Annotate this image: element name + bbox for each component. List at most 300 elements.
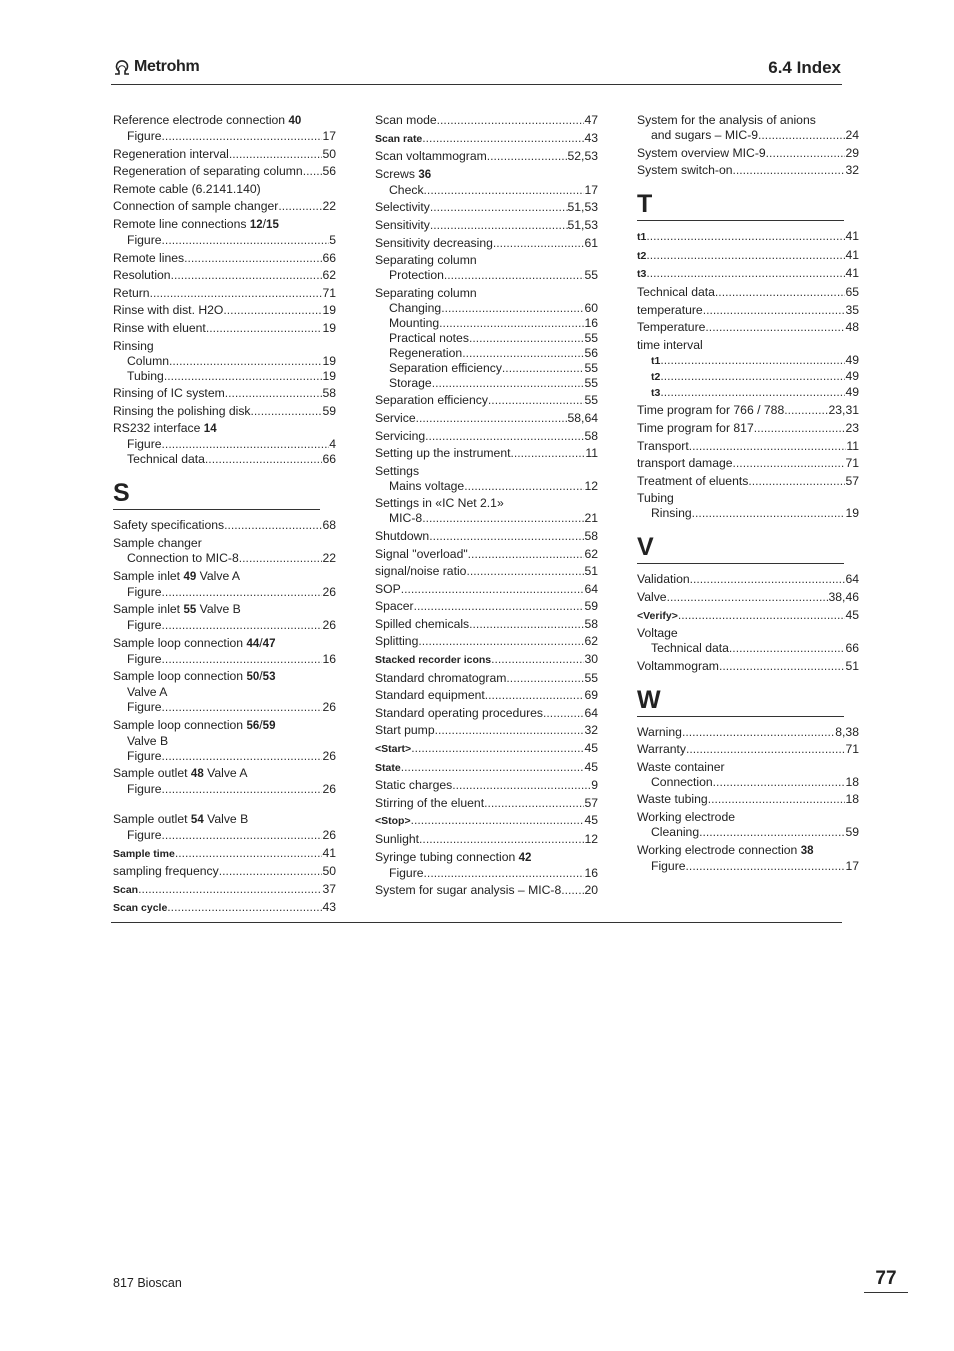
index-term <box>389 361 502 376</box>
page-ref: 26 <box>322 618 336 633</box>
index-term-line <box>113 602 336 618</box>
page-ref: 5 <box>329 232 336 247</box>
index-term-line <box>637 792 859 807</box>
index-term <box>113 268 171 283</box>
index-term-line <box>375 796 598 811</box>
dot-leader <box>251 404 323 419</box>
page-ref: 43 <box>584 130 598 145</box>
page-ref: 26 <box>322 700 336 715</box>
term-text: Regeneration interval <box>113 146 229 161</box>
term-text: Separating column <box>375 285 477 300</box>
term-text: Sample time <box>113 847 175 860</box>
term-text: signal/noise ratio <box>375 564 467 579</box>
index-subentry <box>375 183 598 198</box>
index-term <box>113 846 175 862</box>
term-text: Shutdown <box>375 528 430 543</box>
dot-leader <box>646 266 845 281</box>
index-term <box>127 233 162 248</box>
page-ref: 71 <box>845 742 859 757</box>
page-ref: 59 <box>845 825 859 840</box>
term-text: Reference electrode connection <box>113 113 289 127</box>
index-term <box>375 832 419 847</box>
figure-ref-number: 42 <box>518 851 532 864</box>
index-entry <box>637 303 859 318</box>
page-ref: 51 <box>845 658 859 673</box>
page-ref: 58 <box>322 386 336 401</box>
dot-leader <box>511 446 586 461</box>
index-subentry <box>113 129 336 144</box>
term-text: Check <box>389 182 424 197</box>
index-entry <box>637 590 859 605</box>
page-ref: 68 <box>322 518 336 533</box>
page-ref: 32 <box>584 723 598 738</box>
index-term-line <box>375 286 598 301</box>
dot-leader <box>162 652 323 667</box>
index-term <box>637 659 719 674</box>
index-term-line <box>375 850 598 866</box>
dot-leader <box>411 741 584 756</box>
term-text: Syringe tubing connection <box>375 849 519 864</box>
term-text: Validation <box>637 572 690 587</box>
index-entry <box>113 636 336 667</box>
index-term-line <box>375 167 598 183</box>
term-text: sampling frequency <box>113 864 219 879</box>
index-term <box>389 316 439 331</box>
term-text: Time program for 817 <box>637 420 754 435</box>
index-term-line <box>375 496 598 511</box>
term-text: Sample loop connection <box>113 717 247 732</box>
term-text: Resolution <box>113 268 171 283</box>
index-term <box>113 386 225 401</box>
dot-leader <box>703 303 846 318</box>
dot-leader <box>430 218 568 233</box>
index-term <box>375 131 422 147</box>
index-term-line <box>375 149 598 164</box>
index-term <box>637 163 733 178</box>
page-ref: 11 <box>846 438 859 453</box>
term-text: Changing <box>389 300 442 315</box>
index-entry <box>375 131 598 147</box>
page-ref: 50 <box>322 146 336 161</box>
page-ref: 58 <box>584 428 598 443</box>
dot-leader <box>468 547 585 562</box>
index-term-line <box>637 725 859 740</box>
index-term-line <box>375 778 598 793</box>
page-ref: 71 <box>322 285 336 300</box>
term-text: Mounting <box>389 315 440 330</box>
page-ref: 58 <box>584 528 598 543</box>
term-text: Remote line connections <box>113 216 250 231</box>
index-entry <box>637 113 859 143</box>
term-text: Valve A <box>203 766 248 781</box>
term-text: Valve B <box>196 602 241 617</box>
index-term <box>375 883 561 898</box>
index-entry <box>375 236 598 251</box>
index-entry <box>637 421 859 436</box>
term-text: Signal "overload" <box>375 546 468 561</box>
index-term <box>113 636 275 652</box>
term-text: Spacer <box>375 599 414 614</box>
page-ref: 23,31 <box>828 403 859 418</box>
dot-leader <box>171 268 323 283</box>
term-text: Remote lines <box>113 250 185 265</box>
index-term-line <box>375 429 598 444</box>
page-ref: 30 <box>584 652 598 667</box>
index-term <box>113 321 206 336</box>
index-entry <box>375 832 598 847</box>
index-term-line <box>113 339 336 354</box>
term-text: <Stop> <box>375 815 411 828</box>
dot-leader <box>167 900 322 915</box>
index-term-line <box>637 248 859 264</box>
index-subentry <box>113 749 336 764</box>
term-text: Valve B <box>127 733 169 748</box>
index-subentry <box>637 128 859 143</box>
index-entry <box>113 602 336 633</box>
index-subentry <box>113 233 336 248</box>
index-term-line <box>113 636 336 652</box>
index-entry <box>375 582 598 597</box>
term-text: Start pump <box>375 723 435 738</box>
term-text: t3 <box>637 268 647 281</box>
index-subentry <box>113 585 336 600</box>
index-term-line <box>113 386 336 401</box>
index-term-line <box>637 474 859 489</box>
index-term <box>113 669 275 685</box>
index-subentry <box>375 479 598 494</box>
page-ref: 58 <box>584 616 598 631</box>
index-entry <box>375 529 598 544</box>
index-entry <box>637 760 859 790</box>
term-text: Standard equipment <box>375 688 485 703</box>
index-term <box>375 547 468 562</box>
index-term <box>127 354 169 369</box>
page-ref: 60 <box>584 300 598 315</box>
dot-leader <box>488 393 585 408</box>
term-text: SOP <box>375 581 401 596</box>
index-entry <box>375 253 598 283</box>
page-ref: 8,38 <box>835 724 859 739</box>
index-term <box>651 353 660 369</box>
term-text: Selectivity <box>375 200 430 215</box>
dot-leader <box>469 617 584 632</box>
dot-leader <box>162 129 323 144</box>
index-subentry <box>637 825 859 840</box>
index-entry <box>113 766 336 797</box>
page-ref: 17 <box>322 129 336 143</box>
figure-ref-number: 50 <box>246 671 260 684</box>
dot-leader <box>784 403 828 418</box>
index-letter-heading: V <box>637 533 844 564</box>
page-ref: 62 <box>322 268 336 283</box>
index-subentry <box>113 437 336 452</box>
index-entry <box>637 474 859 489</box>
header-rule <box>111 84 842 85</box>
index-term-line <box>637 439 859 454</box>
index-entry <box>375 706 598 721</box>
dot-leader <box>506 671 584 686</box>
index-term <box>637 229 646 245</box>
index-entry <box>375 393 598 408</box>
index-term <box>127 828 162 843</box>
page-ref: 12 <box>584 832 598 846</box>
index-term <box>637 113 816 128</box>
term-text: Cleaning <box>651 825 700 840</box>
page-ref: 21 <box>584 511 598 526</box>
index-term-line <box>375 200 598 215</box>
term-text: Tubing <box>637 491 674 506</box>
term-text: Scan mode <box>375 113 437 127</box>
term-text: Technical data <box>127 452 205 467</box>
index-entry <box>113 339 336 384</box>
index-term-line <box>637 303 859 318</box>
term-text: Service <box>375 410 416 425</box>
dot-leader <box>462 346 584 361</box>
index-term <box>637 742 686 757</box>
term-text: Technical data <box>651 641 729 656</box>
term-text: Transport <box>637 438 689 453</box>
index-term <box>113 217 279 233</box>
page-ref: 71 <box>845 456 859 471</box>
page-ref: 29 <box>845 145 859 160</box>
dot-leader <box>439 316 584 331</box>
index-entry <box>113 386 336 401</box>
figure-ref-number: 36 <box>418 168 432 181</box>
page-ref: 26 <box>322 748 336 763</box>
index-letter-heading: S <box>113 479 320 510</box>
index-entry <box>637 491 859 521</box>
index-term <box>651 385 660 401</box>
term-text: Figure <box>127 651 162 666</box>
dot-leader <box>682 725 835 740</box>
index-subentry <box>113 452 336 467</box>
index-term <box>113 164 303 179</box>
index-term-line <box>375 464 598 479</box>
term-text: State <box>375 761 401 774</box>
term-text: Valve B <box>203 812 249 827</box>
page-ref: 19 <box>845 506 859 521</box>
index-term-line <box>375 652 598 668</box>
index-entry <box>375 286 598 391</box>
dot-leader <box>699 825 845 840</box>
index-term <box>113 882 138 898</box>
index-entry <box>113 147 336 162</box>
page-ref: 20 <box>584 883 598 898</box>
term-text: Tubing <box>127 368 164 383</box>
index-term-line <box>375 706 598 721</box>
term-text: Voltage <box>637 626 678 641</box>
index-term-line <box>113 113 336 129</box>
term-text: Sample loop connection <box>113 669 247 684</box>
page-ref: 12 <box>584 478 598 493</box>
page-ref: 45 <box>845 607 859 622</box>
dot-leader <box>444 268 585 283</box>
index-term-line <box>637 590 859 605</box>
figure-ref-number: 56 <box>246 719 260 732</box>
dot-leader <box>162 700 323 715</box>
index-entry <box>375 850 598 881</box>
index-term <box>637 421 754 436</box>
index-term <box>389 479 464 494</box>
page-ref: 9 <box>591 778 598 793</box>
page-ref: 43 <box>322 900 336 915</box>
index-entry <box>113 669 336 715</box>
index-term <box>637 725 682 740</box>
term-text: Temperature <box>637 320 706 335</box>
index-term <box>375 496 504 511</box>
omega-logo-icon <box>113 59 131 75</box>
index-entry <box>637 146 859 161</box>
index-entry <box>637 572 859 587</box>
dot-leader <box>162 749 323 764</box>
dot-leader <box>424 866 585 881</box>
dot-leader <box>422 511 584 526</box>
index-term-line <box>113 669 336 685</box>
index-subentry <box>375 331 598 346</box>
figure-ref-number: 53 <box>262 671 276 684</box>
figure-ref-number: 48 <box>190 768 204 781</box>
page-ref: 16 <box>322 651 336 666</box>
index-term-line <box>637 421 859 436</box>
page-ref: 23 <box>845 420 859 435</box>
dot-leader <box>416 411 568 426</box>
term-text: Figure <box>127 618 162 633</box>
index-term-line <box>375 723 598 738</box>
index-term <box>637 338 703 353</box>
dot-leader <box>414 599 585 614</box>
index-term-line <box>637 403 859 418</box>
term-text: Regeneration <box>389 345 463 360</box>
page-ref: 69 <box>584 688 598 703</box>
index-entry <box>375 113 598 128</box>
dot-leader <box>464 479 584 494</box>
dot-leader <box>224 518 322 533</box>
index-term <box>127 618 162 633</box>
index-entry <box>113 113 336 144</box>
dot-leader <box>646 229 845 244</box>
dot-leader <box>485 688 585 703</box>
dot-leader <box>561 883 584 898</box>
index-entry <box>637 810 859 840</box>
index-term <box>389 511 422 526</box>
index-term-line <box>637 229 859 245</box>
index-term <box>637 491 674 506</box>
index-term <box>375 796 484 811</box>
page-ref: 59 <box>322 403 336 418</box>
term-text: Static charges <box>375 778 453 793</box>
page-ref: 4 <box>329 437 336 452</box>
index-term <box>637 303 703 318</box>
index-term <box>375 652 491 668</box>
index-term-line <box>375 113 598 128</box>
index-entry <box>637 403 859 418</box>
index-entry <box>113 199 336 214</box>
index-term <box>113 147 229 162</box>
index-term <box>127 782 162 797</box>
term-text: Figure <box>127 828 162 843</box>
index-entry <box>113 164 336 179</box>
term-text: Spilled chemicals <box>375 616 470 631</box>
dot-leader <box>667 590 829 605</box>
index-entry <box>113 251 336 266</box>
index-entry <box>375 446 598 461</box>
dot-leader <box>424 183 585 198</box>
dot-leader <box>205 452 323 467</box>
index-subentry <box>113 618 336 633</box>
dot-leader <box>708 792 846 807</box>
term-text: Valve A <box>196 568 241 583</box>
index-entry <box>113 303 336 318</box>
dot-leader <box>502 361 585 376</box>
dot-leader <box>225 386 323 401</box>
page-ref: 22 <box>322 199 336 214</box>
index-entry <box>637 439 859 454</box>
index-term <box>389 331 469 346</box>
index-term <box>113 900 167 916</box>
term-text: t2 <box>651 370 661 383</box>
page-ref: 66 <box>845 641 859 656</box>
page-ref: 26 <box>322 782 336 797</box>
term-text: Scan cycle <box>113 902 168 915</box>
page-number: 77 <box>864 1268 908 1293</box>
index-column-3 <box>637 113 859 876</box>
index-column-2 <box>375 113 598 901</box>
index-term-line <box>375 529 598 544</box>
index-term <box>637 266 646 282</box>
term-text: Figure <box>127 584 162 599</box>
index-subentry <box>637 641 859 656</box>
dot-leader <box>401 760 585 775</box>
term-text: Protection <box>389 268 444 283</box>
page-ref: 64 <box>845 572 859 587</box>
index-entry <box>375 778 598 793</box>
index-term <box>113 404 251 419</box>
index-term-line <box>637 338 859 353</box>
index-entry <box>113 569 336 600</box>
page-ref: 17 <box>584 182 598 197</box>
term-text: Rinsing <box>113 338 154 353</box>
dot-leader <box>487 149 568 164</box>
index-entry <box>113 812 336 843</box>
index-term <box>113 718 275 734</box>
term-text: Voltammogram <box>637 658 719 673</box>
index-term-line <box>637 843 859 859</box>
page-ref: 32 <box>845 163 859 178</box>
index-term <box>389 301 441 316</box>
index-term <box>113 602 241 618</box>
index-subentry <box>113 354 336 369</box>
term-text: Valve A <box>127 685 168 700</box>
index-entry <box>375 688 598 703</box>
term-text: Regeneration of separating column <box>113 164 303 179</box>
index-term-line <box>637 626 859 641</box>
index-entry <box>375 200 598 215</box>
page-ref: 35 <box>845 302 859 317</box>
index-term <box>113 812 248 828</box>
dot-leader <box>705 320 845 335</box>
dot-leader <box>430 200 568 215</box>
page-ref: 16 <box>584 865 598 880</box>
dot-leader <box>493 236 585 251</box>
dot-leader <box>429 529 584 544</box>
dot-leader <box>164 369 323 384</box>
page-ref: 64 <box>584 705 598 720</box>
index-term-line <box>375 236 598 251</box>
page-ref: 51,53 <box>567 200 598 215</box>
page-ref: 19 <box>322 368 336 383</box>
term-text: Scan <box>113 883 139 896</box>
index-subentry <box>113 652 336 667</box>
